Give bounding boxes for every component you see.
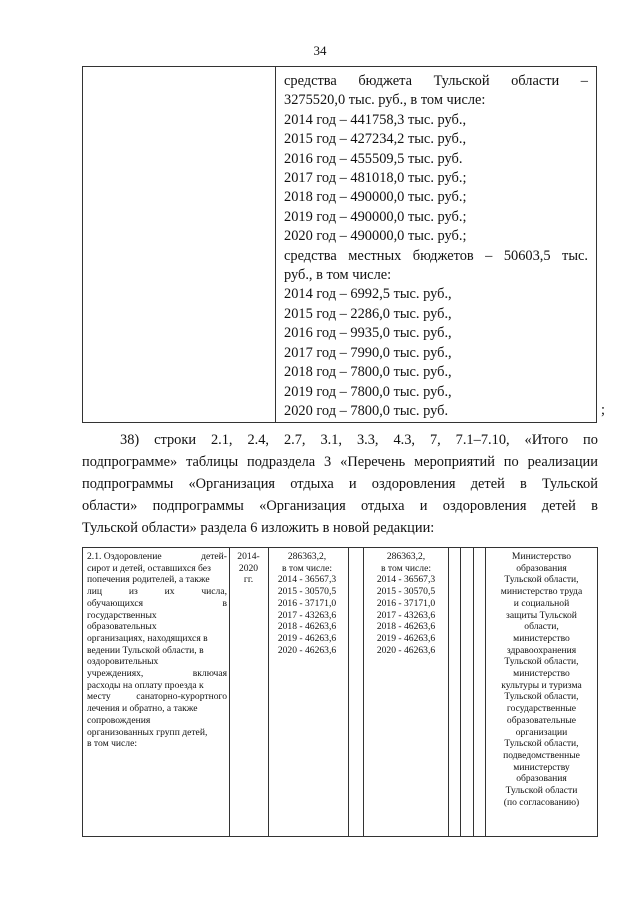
col-divider-1 xyxy=(229,548,230,836)
col-divider-6 xyxy=(460,548,461,836)
top-line-10: руб., в том числе: xyxy=(284,267,392,284)
period-cell: 2014- 2020 гг. xyxy=(237,551,260,586)
top-line-0: средства бюджета Тульской области – xyxy=(284,73,588,89)
top-line-13: 2016 год – 9935,0 тыс. руб., xyxy=(284,325,452,342)
regional-budget-cell: 286363,2, в том числе: 2014 - 36567,3 2015 - 30570,5 2016 - 37171,0 2017 - 43263,6 2018 - 46263,6 2019 - 46263,6 2020 - 46263,6 xyxy=(376,551,436,656)
top-line-11: 2014 год – 6992,5 тыс. руб., xyxy=(284,286,452,303)
trailing-semicolon: ; xyxy=(601,402,605,418)
paragraph-line-1: подпрограмме» таблицы подраздела 3 «Перечень мероприятий по реализации xyxy=(82,454,598,470)
top-line-17: 2020 год – 7800,0 тыс. руб. xyxy=(284,402,449,419)
paragraph-line-0: 38) строки 2.1, 2.4, 2.7, 3.1, 3.3, 4.3, 7, 7.1–7.10, «Итого по xyxy=(120,432,598,448)
col-divider-4 xyxy=(363,548,364,836)
top-line-3: 2015 год – 427234,2 тыс. руб., xyxy=(284,131,467,148)
top-line-1: 3275520,0 тыс. руб., в том числе: xyxy=(284,92,486,109)
top-line-4: 2016 год – 455509,5 тыс. руб. xyxy=(284,150,463,167)
top-table-fragment xyxy=(82,66,597,423)
paragraph-line-2: подпрограммы «Организация отдыха и оздоровления детей в Тульской xyxy=(82,476,598,492)
activity-name-cell: 2.1. Оздоровление детей- сирот и детей, оставшихся без попечения родителей, а также лиц из их числа, обучающихся в государственных образовательных организациях, находящихся в ведении Тульской области, в оздоровительных учреждениях, включая расходы на оплату проезда к месту санаторно-курортного лечения и обратно, а также сопровождения организованных групп детей, в том числе: xyxy=(87,551,227,750)
top-line-9: средства местных бюджетов – 50603,5 тыс. xyxy=(284,247,588,264)
top-line-8: 2020 год – 490000,0 тыс. руб.; xyxy=(284,228,467,245)
top-line-5: 2017 год – 481018,0 тыс. руб.; xyxy=(284,170,467,187)
bottom-table xyxy=(82,547,598,837)
col-divider-5 xyxy=(448,548,449,836)
col-divider-7 xyxy=(473,548,474,836)
top-line-7: 2019 год – 490000,0 тыс. руб.; xyxy=(284,208,467,225)
amendment-paragraph xyxy=(82,429,598,539)
top-line-6: 2018 год – 490000,0 тыс. руб.; xyxy=(284,189,467,206)
executors-cell: Министерство образования Тульской области, министерство труда и социальной защиты Тульской области, министерство здравоохранения Тульской области, министерство культуры и туризма Тульской области, государственные образовательные организации Тульской области, подведомственные министерству образования Тульской области (по согласованию) xyxy=(500,551,583,808)
top-line-15: 2018 год – 7800,0 тыс. руб., xyxy=(284,364,452,381)
top-table-empty-cell xyxy=(83,67,276,422)
top-line-12: 2015 год – 2286,0 тыс. руб., xyxy=(284,305,452,322)
paragraph-line-3: области» подпрограммы «Организация отдыха и оздоровления детей в xyxy=(82,498,598,514)
page-number: 34 xyxy=(313,43,327,58)
paragraph-line-4: Тульской области» раздела 6 изложить в новой редакции: xyxy=(82,520,435,536)
top-line-14: 2017 год – 7990,0 тыс. руб., xyxy=(284,344,452,361)
top-line-2: 2014 год – 441758,3 тыс. руб., xyxy=(284,111,467,128)
total-funding-cell: 286363,2, в том числе: 2014 - 36567,3 2015 - 30570,5 2016 - 37171,0 2017 - 43263,6 2018 - 46263,6 2019 - 46263,6 2020 - 46263,6 xyxy=(277,551,337,656)
col-divider-8 xyxy=(485,548,486,836)
col-divider-2 xyxy=(268,548,269,836)
top-line-16: 2019 год – 7800,0 тыс. руб., xyxy=(284,383,452,400)
top-table-funding-cell xyxy=(276,67,596,422)
col-divider-3 xyxy=(348,548,349,836)
